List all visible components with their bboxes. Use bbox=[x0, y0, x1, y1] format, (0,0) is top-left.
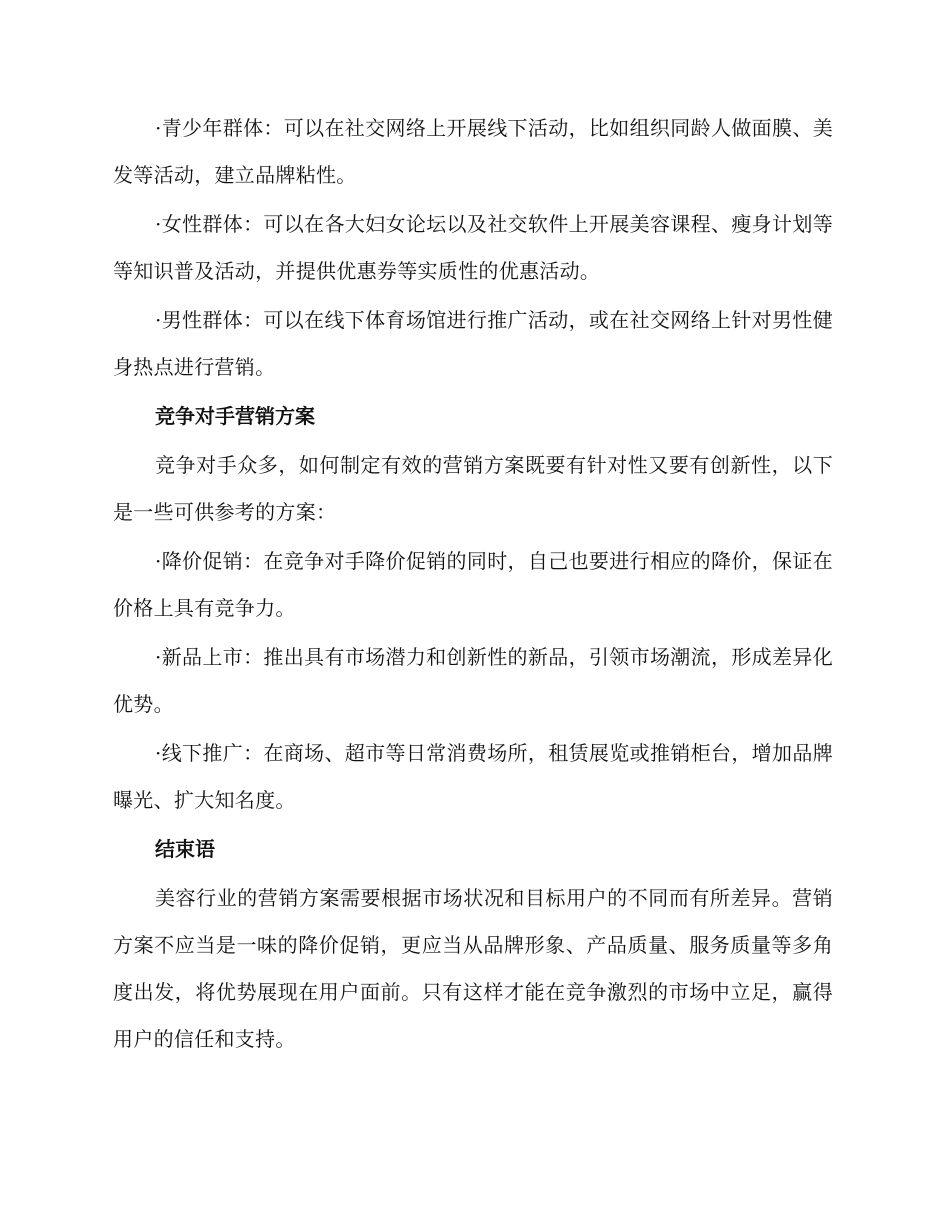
bullet-male-group: ·男性群体：可以在线下体育场馆进行推广活动，或在社交网络上针对男性健身热点进行营销。 bbox=[113, 308, 833, 379]
bullet-female-group: ·女性群体：可以在各大妇女论坛以及社交软件上开展美容课程、瘦身计划等等知识普及活动，并提供优惠券等实质性的优惠活动。 bbox=[113, 212, 833, 283]
document-body bbox=[113, 105, 833, 1065]
bullet-price-cut: ·降价促销：在竞争对手降价促销的同时，自己也要进行相应的降价，保证在价格上具有竞争力。 bbox=[113, 549, 833, 620]
conclusion-body: 美容行业的营销方案需要根据市场状况和目标用户的不同而有所差异。营销方案不应当是一味的降价促销，更应当从品牌形象、产品质量、服务质量等多角度出发，将优势展现在用户面前。只有这样才能在竞争激烈的市场中立足，赢得用户的信任和支持。 bbox=[113, 886, 833, 1051]
bullet-new-product: ·新品上市：推出具有市场潜力和创新性的新品，引领市场潮流，形成差异化优势。 bbox=[113, 645, 833, 716]
competitor-intro: 竞争对手众多，如何制定有效的营销方案既要有针对性又要有创新性，以下是一些可供参考的方案： bbox=[113, 453, 833, 524]
bullet-teen-group: ·青少年群体：可以在社交网络上开展线下活动，比如组织同龄人做面膜、美发等活动，建立品牌粘性。 bbox=[113, 116, 833, 187]
bullet-offline-promo: ·线下推广：在商场、超市等日常消费场所，租赁展览或推销柜台，增加品牌曝光、扩大知名度。 bbox=[113, 741, 833, 812]
section-heading-conclusion: 结束语 bbox=[155, 837, 215, 861]
section-heading-competitor: 竞争对手营销方案 bbox=[155, 404, 315, 428]
